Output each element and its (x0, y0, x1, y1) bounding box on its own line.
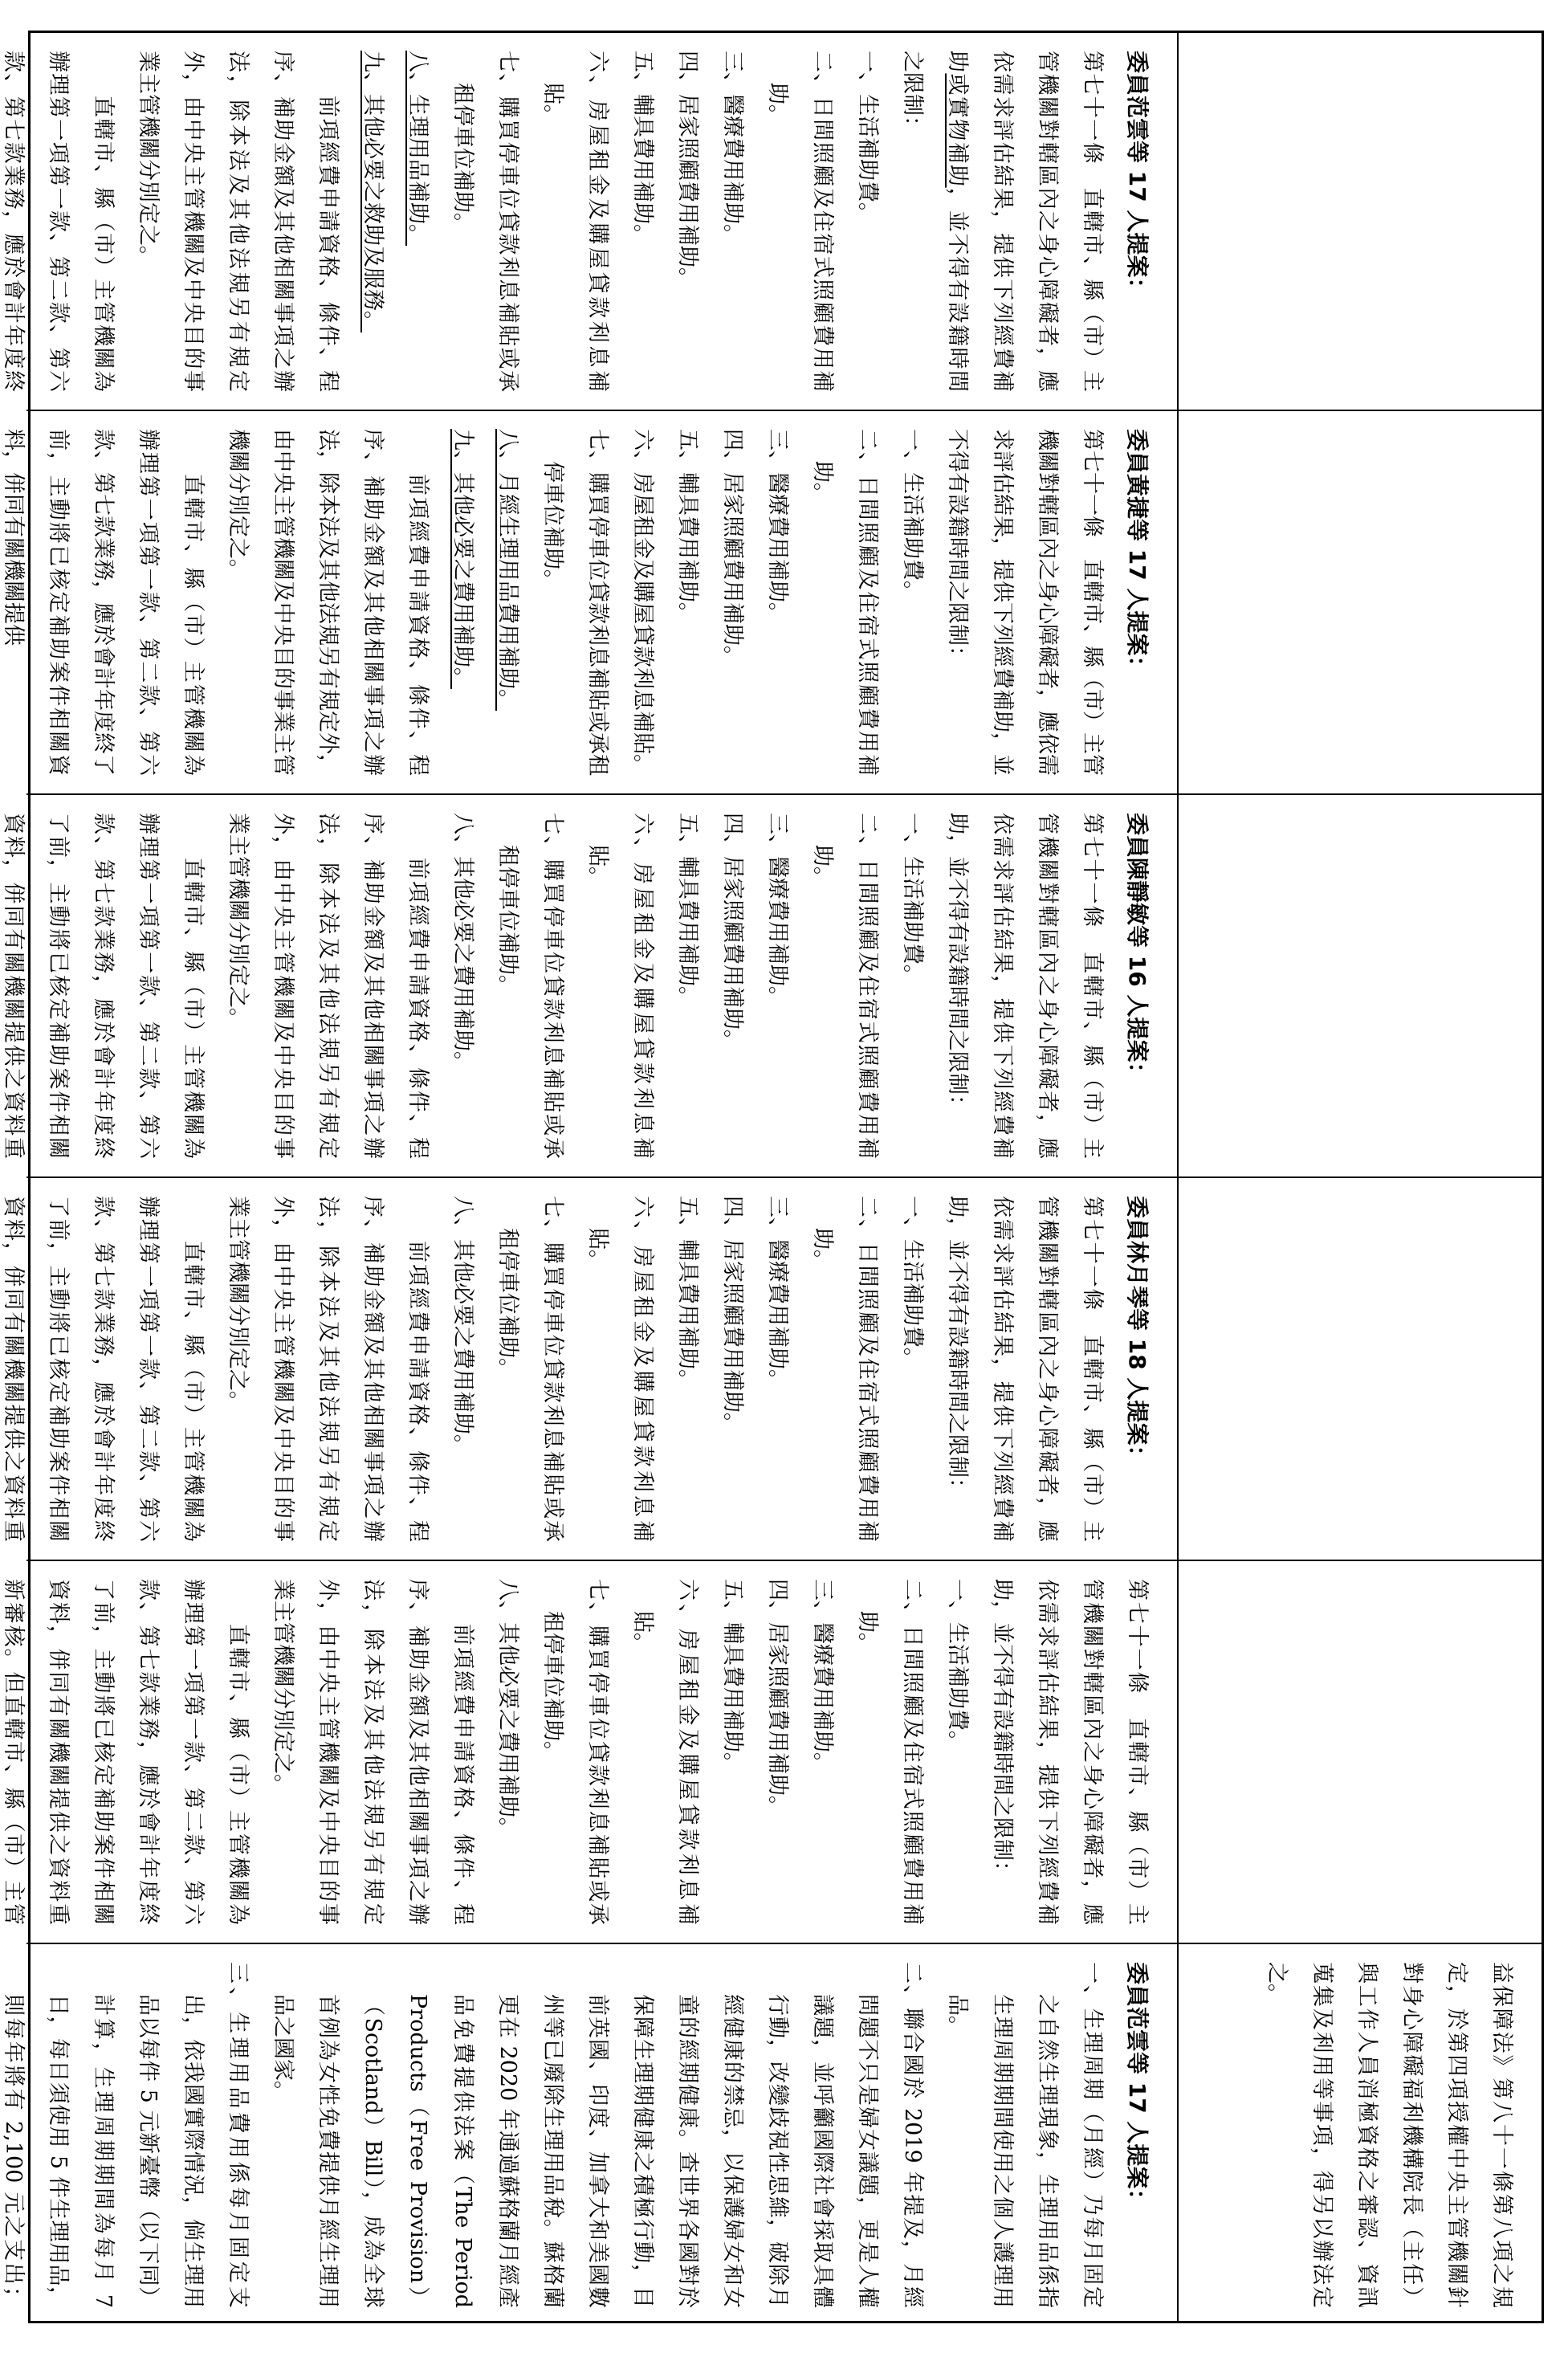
cell-top-1 (1179, 410, 1542, 793)
article-intro (890, 51, 1114, 392)
article-paragraph: 前項經費申請資格、條件、程序、補助金額及其他相關事項之辦法，除本法及其他法規另有規定外，由中央主管機關及中央目的事業主管機關分別定之。 (226, 813, 430, 1159)
table-row-bottom (1, 33, 1179, 2321)
article-intro (935, 429, 1114, 776)
article-item (890, 429, 935, 776)
proposal-heading: 委員黃捷等 17 人提案： (1124, 429, 1151, 679)
article-item (800, 1196, 890, 1542)
article-item-text: 六、房屋租金及購屋貸款利息補貼。 (585, 1196, 655, 1542)
article-item (485, 1579, 530, 1925)
table-row-top (1179, 33, 1542, 2321)
article-item-text: 三、醫療費用補助。 (720, 51, 745, 246)
article-item (935, 1579, 979, 1925)
article-intro-text: 第七十一條 直轄市、縣（市）主管機關對轄區內之身心障礙者，應依需求評估結果，提供下列經費補助，並不得有設籍時間之限制： (990, 1579, 1150, 1925)
article-item-text: 六、房屋租金及購屋貸款利息補貼。 (540, 51, 610, 392)
article-item-text: 五、輔具費用補助。 (630, 51, 655, 246)
article-item-text: 五、輔具費用補助。 (675, 813, 700, 1008)
article-intro-text: 第七十一條 直轄市、縣（市）主管機關對轄區內之身心障礙者，應依需求評估結果，提供下列經費補助，並不得有設籍時間之限制： (945, 429, 1105, 776)
article-paragraph: 直轄市、縣（市）主管機關為辦理第一項第一款、第二款、第六款、第七款業務，應於會計年度終了前，主動將已核定補助案件相關資料，併同有關機關提供 (1, 429, 206, 776)
cell-top-explanation (1179, 1943, 1542, 2326)
article-item (710, 51, 755, 392)
article-item (440, 51, 530, 392)
article-item-text: 七、購買停車位貸款利息補貼或承租停車位補助。 (495, 1196, 565, 1542)
article-item-text: 一、生活補助費。 (855, 51, 880, 224)
article-item (440, 813, 485, 1159)
proposal-column-lin-yueh-chin (1, 1176, 1177, 1560)
article-item (800, 813, 890, 1159)
article-item (485, 813, 575, 1159)
article-item (845, 1579, 935, 1925)
article-item-text: 一、生活補助費。 (900, 429, 925, 602)
article-item-text: 四、居家照顧費用補助。 (765, 1579, 790, 1817)
article-item (800, 429, 890, 776)
article-paragraph: 前項經費申請資格、條件、程序、補助金額及其他相關事項之辦法，除本法及其他法規另有規定外，由中央主管機關及中央目的事業主管機關分別定之。 (226, 429, 430, 776)
proposal-column-current-law (1, 1560, 1177, 1943)
article-item (710, 813, 755, 1159)
article-item-text: 六、房屋租金及購屋貸款利息補貼。 (630, 1579, 700, 1925)
explanation-point: 二、聯合國於 2019 年提及，月經問題不只是婦女議題，更是人權議題，並呼籲國際社會採取具體行動，改變歧視性思維，破除月經健康的禁忌，以保護婦女和女童的經期健康。查世界各國對於保障生理期健康之積極行動，目前英國、印度、加拿大和美國數州等已廢除生理用品稅。蘇格蘭更在 2020 年通過蘇格蘭月經產品免費提供法案（The Period Products（Free Provision）（Scotland）Bill），成為全球首例為女性免費提供月經生理用品之國家。 (271, 1962, 925, 2308)
article-item-text: 四、居家照顧費用補助。 (720, 813, 745, 1051)
cell-top-2 (1179, 793, 1542, 1176)
article-item-text: 一、生活補助費。 (945, 1579, 970, 1752)
article-item (890, 1196, 935, 1542)
article-item-text: 八、其他必要之費用補助。 (495, 1579, 520, 1839)
article-item-text: 五、輔具費用補助。 (675, 429, 700, 624)
proposal-heading: 委員陳靜敏等 16 人提案： (1124, 813, 1151, 1085)
article-intro-amendment: 或實物補助 (945, 73, 970, 188)
article-item (755, 1196, 800, 1542)
article-item-text: 九、其他必要之費用補助。 (450, 429, 475, 689)
article-item (395, 51, 440, 392)
article-item (755, 51, 845, 392)
article-item (575, 1196, 665, 1542)
article-paragraph: 直轄市、縣（市）主管機關為辦理第一項第一款、第二款、第六款、第七款業務，應於會計年度終 (1, 51, 116, 392)
article-intro (935, 813, 1114, 1159)
explanation-continuation: 益保障法》第八十一條第八項之規定，於第四項授權中央主管機關針對身心障礙福利機構院長（主任）與工作人員消極資格之審認、資訊蒐集及利用等事項，得另以辦法定之。 (1265, 1962, 1514, 2308)
article-intro-tail: ，並不得有設籍時間之限制： (900, 51, 970, 393)
proposal-column-huang-jie (1, 410, 1177, 793)
article-paragraph: 直轄市、縣（市）主管機關為辦理第一項第一款、第二款、第六款、第七款業務，應於會計年度終了前，主動將已核定補助案件相關資料，併同有關機關提供之資料重新審核。但直轄市、縣（市）主管 (1, 1579, 250, 1925)
article-item-text: 三、醫療費用補助。 (810, 1579, 835, 1774)
article-item (620, 51, 665, 392)
article-intro (935, 1196, 1114, 1542)
article-item-text: 九、其他必要之救助及服務。 (360, 51, 385, 332)
article-item-text: 五、輔具費用補助。 (720, 1579, 745, 1774)
cell-top-3 (1179, 1176, 1542, 1560)
article-item (575, 813, 665, 1159)
article-item (665, 51, 710, 392)
article-item (710, 1196, 755, 1542)
article-item-text: 七、購買停車位貸款利息補貼或承租停車位補助。 (540, 1579, 610, 1925)
article-item (890, 813, 935, 1159)
article-intro (979, 1579, 1159, 1925)
article-item-text: 一、生活補助費。 (900, 813, 925, 986)
article-item (350, 51, 395, 392)
article-item-text: 七、購買停車位貸款利息補貼或承租停車位補助。 (540, 429, 610, 776)
article-item (485, 429, 530, 776)
article-item (665, 813, 710, 1159)
article-intro-text: 第七十一條 直轄市、縣（市）主管機關對轄區內之身心障礙者，應依需求評估結果，提供下列經費補助，並不得有設籍時間之限制： (945, 1196, 1105, 1542)
article-item-text: 六、房屋租金及購屋貸款利息補貼。 (630, 429, 655, 776)
proposal-column-fan-yun (1, 33, 1177, 410)
article-intro-text: 第七十一條 直轄市、縣（市）主管機關對轄區內之身心障礙者，應依需求評估結果，提供下列經費補助，並不得有設籍時間之限制： (945, 813, 1105, 1159)
article-item-text: 五、輔具費用補助。 (675, 1196, 700, 1391)
article-item-text: 三、醫療費用補助。 (765, 429, 790, 624)
article-item-text: 二、日間照顧及住宿式照顧費用補助。 (810, 813, 880, 1159)
article-item (800, 1579, 845, 1925)
article-item-text: 四、居家照顧費用補助。 (720, 429, 745, 667)
explanation-point: 三、生理用品費用係每月固定支出，依我國實際情況，倘生理用品以每件 5 元新臺幣（以下同）計算，生理周期期間為每月 7 日，每日須使用 5 件生理用品，則每年將有 2,100 元之支出； (1, 1962, 250, 2308)
article-item-text: 八、其他必要之費用補助。 (450, 1196, 475, 1456)
article-item-text: 二、日間照顧及住宿式照顧費用補助。 (765, 51, 835, 392)
article-item (755, 813, 800, 1159)
article-item-text: 二、日間照顧及住宿式照顧費用補助。 (810, 429, 880, 776)
explanation-heading: 委員范雲等 17 人提案： (1124, 1962, 1151, 2212)
article-item (755, 429, 800, 776)
article-paragraph: 前項經費申請資格、條件、程序、補助金額及其他相關事項之辦法，除本法及其他法規另有規定外，由中央主管機關及中央目的事業主管機關分別定之。 (226, 1196, 430, 1542)
article-item (845, 51, 890, 392)
comparison-table (1, 31, 1544, 2323)
article-item (530, 51, 620, 392)
cell-top-4 (1179, 1560, 1542, 1943)
explanation-point: 一、生理周期（月經）乃每月固定之自然生理現象，生理用品係指生理周期期間使用之個人護理用品。 (945, 1962, 1105, 2308)
article-intro-text: 第七十一條 直轄市、縣（市）主管機關對轄區內之身心障礙者，應依需求評估結果，提供下列經費補助 (945, 51, 1105, 392)
article-item (440, 429, 485, 776)
proposal-heading: 委員林月琴等 18 人提案： (1124, 1196, 1151, 1468)
article-item-text: 七、購買停車位貸款利息補貼或承租停車位補助。 (450, 51, 520, 392)
article-paragraph: 前項經費申請資格、條件、程序、補助金額及其他相關事項之辦法，除本法及其他法規另有規定外，由中央主管機關及中央目的事業主管機關分別定之。 (271, 1579, 475, 1925)
article-item-text: 二、日間照顧及住宿式照顧費用補助。 (855, 1579, 925, 1925)
article-item (530, 429, 620, 776)
article-item (710, 1579, 755, 1925)
article-item-text: 四、居家照顧費用補助。 (675, 51, 700, 289)
article-item (620, 429, 665, 776)
article-item (620, 1579, 710, 1925)
article-paragraph: 直轄市、縣（市）主管機關為辦理第一項第一款、第二款、第六款、第七款業務，應於會計年度終了前，主動將已核定補助案件相關資料，併同有關機關提供之資料重 (1, 1196, 206, 1542)
article-item-text: 八、生理用品補助。 (405, 51, 430, 246)
article-item (755, 1579, 800, 1925)
explanation-column (1, 1943, 1177, 2326)
article-item (440, 1196, 485, 1542)
article-item-text: 二、日間照顧及住宿式照顧費用補助。 (810, 1196, 880, 1542)
cell-top-0 (1179, 33, 1542, 410)
proposal-column-chen-ching-min (1, 793, 1177, 1176)
article-item (665, 429, 710, 776)
article-item-text: 七、購買停車位貸款利息補貼或承租停車位補助。 (495, 813, 565, 1159)
article-item-text: 三、醫療費用補助。 (765, 813, 790, 1008)
article-item-text: 六、房屋租金及購屋貸款利息補貼。 (585, 813, 655, 1159)
article-item (710, 429, 755, 776)
article-item (665, 1196, 710, 1542)
article-item-text: 八、其他必要之費用補助。 (450, 813, 475, 1073)
article-item-text: 一、生活補助費。 (900, 1196, 925, 1369)
article-paragraph: 前項經費申請資格、條件、程序、補助金額及其他相關事項之辦法，除本法及其他法規另有規定外，由中央主管機關及中央目的事業主管機關分別定之。 (136, 51, 340, 392)
article-item-text: 三、醫療費用補助。 (765, 1196, 790, 1391)
article-item (485, 1196, 575, 1542)
article-item-text: 四、居家照顧費用補助。 (720, 1196, 745, 1434)
article-item (530, 1579, 620, 1925)
article-item-text: 八、月經生理用品費用補助。 (495, 429, 520, 711)
proposal-heading: 委員范雲等 17 人提案： (1124, 51, 1151, 300)
article-paragraph: 直轄市、縣（市）主管機關為辦理第一項第一款、第二款、第六款、第七款業務，應於會計年度終了前，主動將已核定補助案件相關資料，併同有關機關提供之資料重 (1, 813, 206, 1159)
